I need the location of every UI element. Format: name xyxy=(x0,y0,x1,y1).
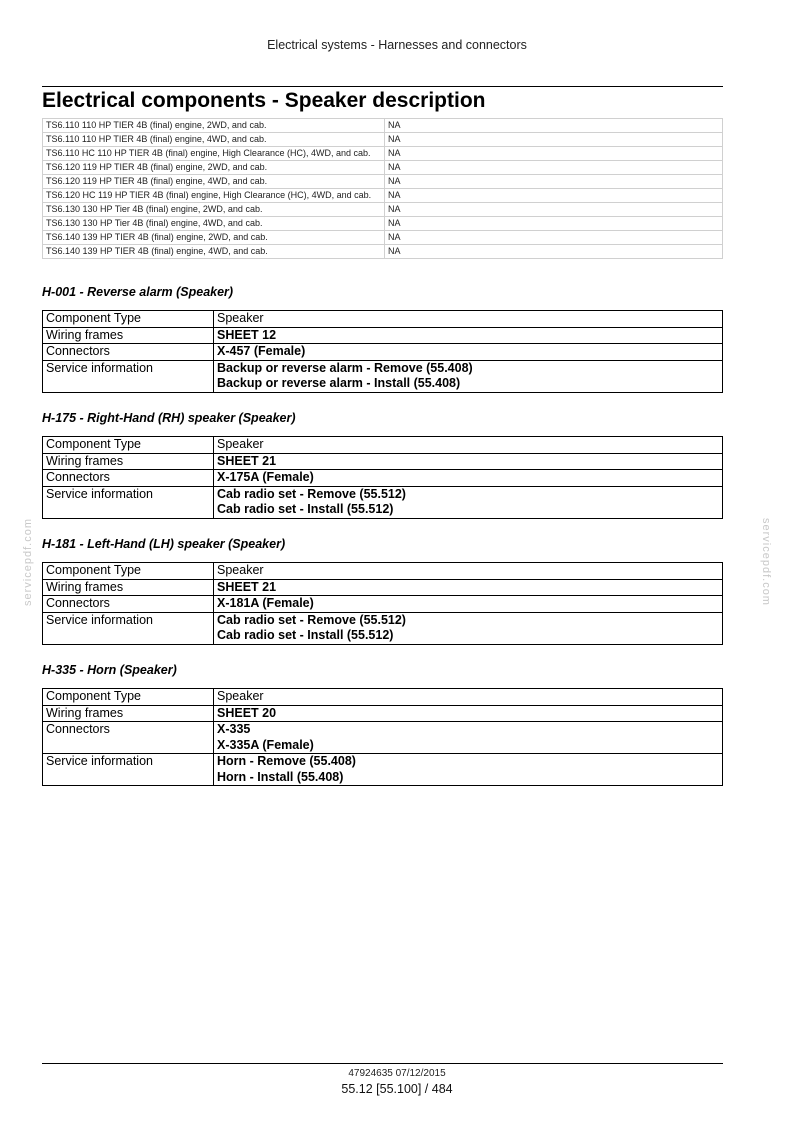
service-information-value xyxy=(214,486,723,518)
service-link[interactable]: Backup or reverse alarm - Install (55.408) xyxy=(217,376,461,390)
wiring-frames-link[interactable]: SHEET 21 xyxy=(214,453,723,470)
table-row xyxy=(43,563,723,580)
service-link[interactable]: Cab radio set - Remove (55.512) xyxy=(217,612,406,627)
component-table-h-001 xyxy=(42,310,723,393)
watermark-right: servicepdf.com xyxy=(760,518,772,606)
connectors-label: Connectors xyxy=(43,470,214,487)
wiring-frames-link[interactable]: SHEET 20 xyxy=(214,705,723,722)
section-heading-h-175: H-175 - Right-Hand (RH) speaker (Speaker) xyxy=(42,411,296,425)
table-row xyxy=(43,705,723,722)
service-link[interactable]: Horn - Remove (55.408) xyxy=(217,754,356,768)
component-type-value: Speaker xyxy=(214,563,723,580)
model-value-cell: NA xyxy=(385,203,723,217)
model-cell: TS6.140 139 HP TIER 4B (final) engine, 4WD, and cab. xyxy=(43,245,385,259)
connector-link[interactable]: X-335A (Female) xyxy=(217,737,314,752)
footer-doc-reference: 47924635 07/12/2015 xyxy=(348,1068,446,1079)
table-row xyxy=(43,722,723,754)
table-row xyxy=(43,311,723,328)
component-table-h-175 xyxy=(42,436,723,519)
connector-link[interactable]: X-181A (Female) xyxy=(217,596,314,610)
component-type-value: Speaker xyxy=(214,689,723,706)
model-cell: TS6.120 HC 119 HP TIER 4B (final) engine, High Clearance (HC), 4WD, and cab. xyxy=(43,189,385,203)
service-link[interactable]: Horn - Install (55.408) xyxy=(217,769,344,784)
table-row xyxy=(43,437,723,454)
service-information-label: Service information xyxy=(43,486,214,518)
table-row xyxy=(43,612,723,644)
table-row xyxy=(43,147,723,161)
model-value-cell: NA xyxy=(385,175,723,189)
service-link[interactable]: Cab radio set - Install (55.512) xyxy=(217,628,394,642)
model-value-cell: NA xyxy=(385,119,723,133)
model-cell: TS6.140 139 HP TIER 4B (final) engine, 2WD, and cab. xyxy=(43,231,385,245)
connectors-label: Connectors xyxy=(43,344,214,361)
section-heading-h-335: H-335 - Horn (Speaker) xyxy=(42,663,177,677)
model-cell: TS6.110 110 HP TIER 4B (final) engine, 2WD, and cab. xyxy=(43,119,385,133)
component-type-label: Component Type xyxy=(43,311,214,328)
component-type-value: Speaker xyxy=(214,311,723,328)
table-row xyxy=(43,453,723,470)
service-information-value xyxy=(214,360,723,392)
table-row xyxy=(43,596,723,613)
connectors-value xyxy=(214,470,723,487)
model-value-cell: NA xyxy=(385,245,723,259)
footer-page-reference: 55.12 [55.100] / 484 xyxy=(341,1082,453,1096)
wiring-frames-link[interactable]: SHEET 21 xyxy=(214,579,723,596)
table-row xyxy=(43,203,723,217)
connectors-label: Connectors xyxy=(43,722,214,754)
service-information-value xyxy=(214,612,723,644)
wiring-frames-label: Wiring frames xyxy=(43,579,214,596)
table-row xyxy=(43,470,723,487)
component-table-h-181 xyxy=(42,562,723,645)
component-type-label: Component Type xyxy=(43,437,214,454)
model-applicability-table xyxy=(42,118,723,259)
table-row xyxy=(43,133,723,147)
table-row xyxy=(43,245,723,259)
table-row xyxy=(43,486,723,518)
connectors-value xyxy=(214,596,723,613)
component-table-h-335 xyxy=(42,688,723,786)
model-value-cell: NA xyxy=(385,161,723,175)
section-heading-h-181: H-181 - Left-Hand (LH) speaker (Speaker) xyxy=(42,537,286,551)
service-information-value xyxy=(214,754,723,786)
connector-link[interactable]: X-335 xyxy=(217,722,251,736)
connector-link[interactable]: X-175A (Female) xyxy=(217,470,314,484)
model-value-cell: NA xyxy=(385,133,723,147)
wiring-frames-link[interactable]: SHEET 12 xyxy=(214,327,723,344)
table-row xyxy=(43,175,723,189)
table-row xyxy=(43,344,723,361)
service-information-label: Service information xyxy=(43,360,214,392)
model-value-cell: NA xyxy=(385,189,723,203)
table-row xyxy=(43,189,723,203)
model-cell: TS6.110 110 HP TIER 4B (final) engine, 4WD, and cab. xyxy=(43,133,385,147)
service-link[interactable]: Backup or reverse alarm - Remove (55.408) xyxy=(217,360,473,375)
watermark-left: servicepdf.com xyxy=(22,518,34,606)
connectors-label: Connectors xyxy=(43,596,214,613)
component-type-label: Component Type xyxy=(43,563,214,580)
model-value-cell: NA xyxy=(385,231,723,245)
model-cell: TS6.110 HC 110 HP TIER 4B (final) engine, High Clearance (HC), 4WD, and cab. xyxy=(43,147,385,161)
model-cell: TS6.130 130 HP Tier 4B (final) engine, 2WD, and cab. xyxy=(43,203,385,217)
running-header: Electrical systems - Harnesses and connectors xyxy=(267,38,527,52)
table-row xyxy=(43,579,723,596)
service-link[interactable]: Cab radio set - Install (55.512) xyxy=(217,502,394,516)
table-row xyxy=(43,754,723,786)
wiring-frames-label: Wiring frames xyxy=(43,453,214,470)
table-row xyxy=(43,161,723,175)
table-row xyxy=(43,217,723,231)
model-cell: TS6.120 119 HP TIER 4B (final) engine, 4WD, and cab. xyxy=(43,175,385,189)
table-row xyxy=(43,689,723,706)
connector-link[interactable]: X-457 (Female) xyxy=(217,344,306,358)
title-rule xyxy=(42,86,723,87)
page-title: Electrical components - Speaker description xyxy=(42,89,486,112)
table-row xyxy=(43,231,723,245)
component-type-label: Component Type xyxy=(43,689,214,706)
model-cell: TS6.130 130 HP Tier 4B (final) engine, 4WD, and cab. xyxy=(43,217,385,231)
wiring-frames-label: Wiring frames xyxy=(43,327,214,344)
wiring-frames-label: Wiring frames xyxy=(43,705,214,722)
service-information-label: Service information xyxy=(43,754,214,786)
footer-rule xyxy=(42,1063,723,1064)
table-row xyxy=(43,360,723,392)
service-information-label: Service information xyxy=(43,612,214,644)
section-heading-h-001: H-001 - Reverse alarm (Speaker) xyxy=(42,285,234,299)
connectors-value xyxy=(214,344,723,361)
component-type-value: Speaker xyxy=(214,437,723,454)
table-row xyxy=(43,327,723,344)
model-value-cell: NA xyxy=(385,147,723,161)
model-value-cell: NA xyxy=(385,217,723,231)
connectors-value xyxy=(214,722,723,754)
service-link[interactable]: Cab radio set - Remove (55.512) xyxy=(217,486,406,501)
table-row xyxy=(43,119,723,133)
model-cell: TS6.120 119 HP TIER 4B (final) engine, 2WD, and cab. xyxy=(43,161,385,175)
